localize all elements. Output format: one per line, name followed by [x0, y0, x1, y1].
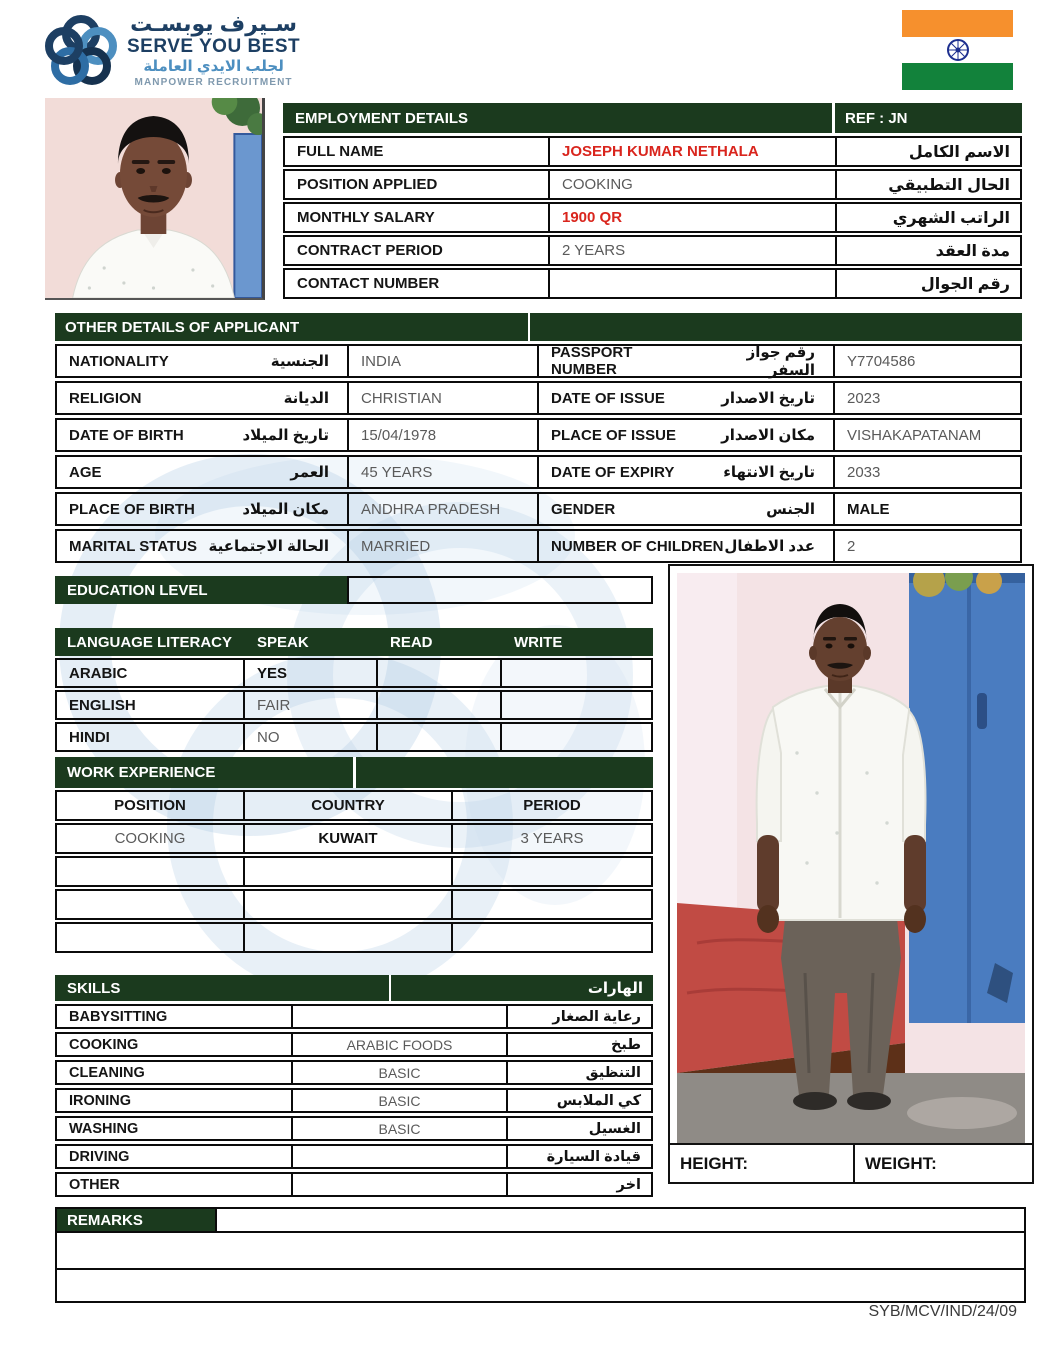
applicant-fullbody-photo	[677, 573, 1025, 1143]
od-row-birthdate: DATE OF BIRTH تاريخ الميلاد 15/04/1978 PLACE OF ISSUE مكان الاصدار VISHAKAPATANAM	[55, 418, 1022, 452]
work-experience-table	[55, 757, 653, 953]
skill-row-ironing: IRONING BASIC كي الملابس	[55, 1088, 653, 1113]
other-details-table	[55, 313, 1022, 563]
remarks-section	[55, 1207, 1026, 1303]
applicant-headshot-photo	[45, 98, 265, 300]
employment-row-contract: CONTRACT PERIOD 2 YEARS مدة العقد	[283, 235, 1022, 266]
weight-label: WEIGHT:	[865, 1153, 937, 1173]
employment-header	[283, 103, 1022, 133]
ashoka-chakra-icon	[946, 38, 970, 62]
education-level-row	[55, 576, 653, 604]
language-row-hindi: HINDI NO	[55, 722, 653, 752]
employment-title: EMPLOYMENT DETAILS	[283, 103, 835, 133]
employment-ref: REF : JN	[845, 109, 908, 127]
flag-saffron-band	[902, 10, 1013, 37]
fullbody-illustration	[677, 573, 1025, 1143]
document-reference-code: SYB/MCV/IND/24/09	[868, 1303, 1017, 1320]
brand-name-english: SERVE YOU BEST	[127, 36, 301, 58]
brand-text	[127, 12, 300, 90]
education-title: EDUCATION LEVEL	[55, 576, 347, 604]
flag-green-band	[902, 63, 1013, 90]
employment-details-table	[283, 103, 1022, 299]
od-row-age: AGE العمر 45 YEARS DATE OF EXPIRY تاريخ الانتهاء 2033	[55, 455, 1022, 489]
height-label: HEIGHT:	[670, 1145, 855, 1182]
work-row-3	[55, 889, 653, 920]
headshot-illustration	[45, 98, 262, 298]
language-header: LANGUAGE LITERACY SPEAK READ WRITE	[55, 628, 653, 656]
flag-white-band	[902, 37, 1013, 63]
work-columns-row: POSITION COUNTRY PERIOD	[55, 790, 653, 821]
employment-row-full-name: FULL NAME JOSEPH KUMAR NETHALA الاسم الكامل	[283, 136, 1022, 167]
skills-title-arabic: الهارات	[587, 980, 643, 997]
skill-row-babysitting: BABYSITTING رعاية الصغار	[55, 1004, 653, 1029]
employment-row-position: POSITION APPLIED COOKING الحال التطبيقي	[283, 169, 1022, 200]
remarks-header-cell	[215, 1207, 1026, 1233]
skill-row-driving: DRIVING قيادة السيارة	[55, 1144, 653, 1169]
od-row-birthplace: PLACE OF BIRTH مكان الميلاد ANDHRA PRADESH GENDER الجنس MALE	[55, 492, 1022, 526]
skills-table	[55, 975, 653, 1197]
logo-knot-icon	[45, 14, 117, 88]
brand-tagline-english: MANPOWER RECRUITMENT	[134, 77, 293, 89]
skill-row-cooking: COOKING ARABIC FOODS طبخ	[55, 1032, 653, 1057]
skill-row-other: OTHER اخر	[55, 1172, 653, 1197]
applicant-fullbody-photo-box	[668, 564, 1034, 1184]
work-row-2	[55, 856, 653, 887]
other-details-header	[55, 313, 1022, 341]
language-row-arabic: ARABIC YES	[55, 658, 653, 688]
work-row-4	[55, 922, 653, 953]
employment-row-salary: MONTHLY SALARY 1900 QR الراتب الشهري	[283, 202, 1022, 233]
remarks-header	[55, 1207, 1026, 1233]
skills-header	[55, 975, 653, 1001]
india-flag-image	[902, 10, 1013, 90]
other-details-title: OTHER DETAILS OF APPLICANT	[55, 313, 530, 341]
brand-header	[45, 12, 300, 90]
skills-title: SKILLS	[55, 975, 391, 1001]
remarks-empty-row-2	[55, 1270, 1026, 1303]
brand-name-arabic: سـيرف يوبسـت	[130, 11, 298, 36]
od-row-religion: RELIGION الديانة CHRISTIAN DATE OF ISSUE تاريخ الاصدار 2023	[55, 381, 1022, 415]
od-row-marital: MARITAL STATUS الحالة الاجتماعية MARRIED NUMBER OF CHILDREN عدد الاطفال 2	[55, 529, 1022, 563]
work-row-1: COOKING KUWAIT 3 YEARS	[55, 823, 653, 854]
employment-row-contact: CONTACT NUMBER رقم الجوال	[283, 268, 1022, 299]
language-literacy-table	[55, 628, 653, 752]
skill-row-cleaning: CLEANING BASIC التنظيق	[55, 1060, 653, 1085]
skill-row-washing: WASHING BASIC الغسيل	[55, 1116, 653, 1141]
education-value-cell	[347, 576, 653, 604]
height-weight-row	[670, 1143, 1032, 1182]
brand-tagline-arabic: لجلب الايدي العاملة	[143, 58, 284, 76]
od-row-nationality: NATIONALITY الجنسية INDIA PASSPORT NUMBER رقم جواز السفر Y7704586	[55, 344, 1022, 378]
remarks-empty-row-1	[55, 1233, 1026, 1270]
language-row-english: ENGLISH FAIR	[55, 690, 653, 720]
remarks-title: REMARKS	[55, 1207, 215, 1233]
work-experience-header	[55, 757, 653, 788]
work-experience-title: WORK EXPERIENCE	[55, 757, 356, 788]
